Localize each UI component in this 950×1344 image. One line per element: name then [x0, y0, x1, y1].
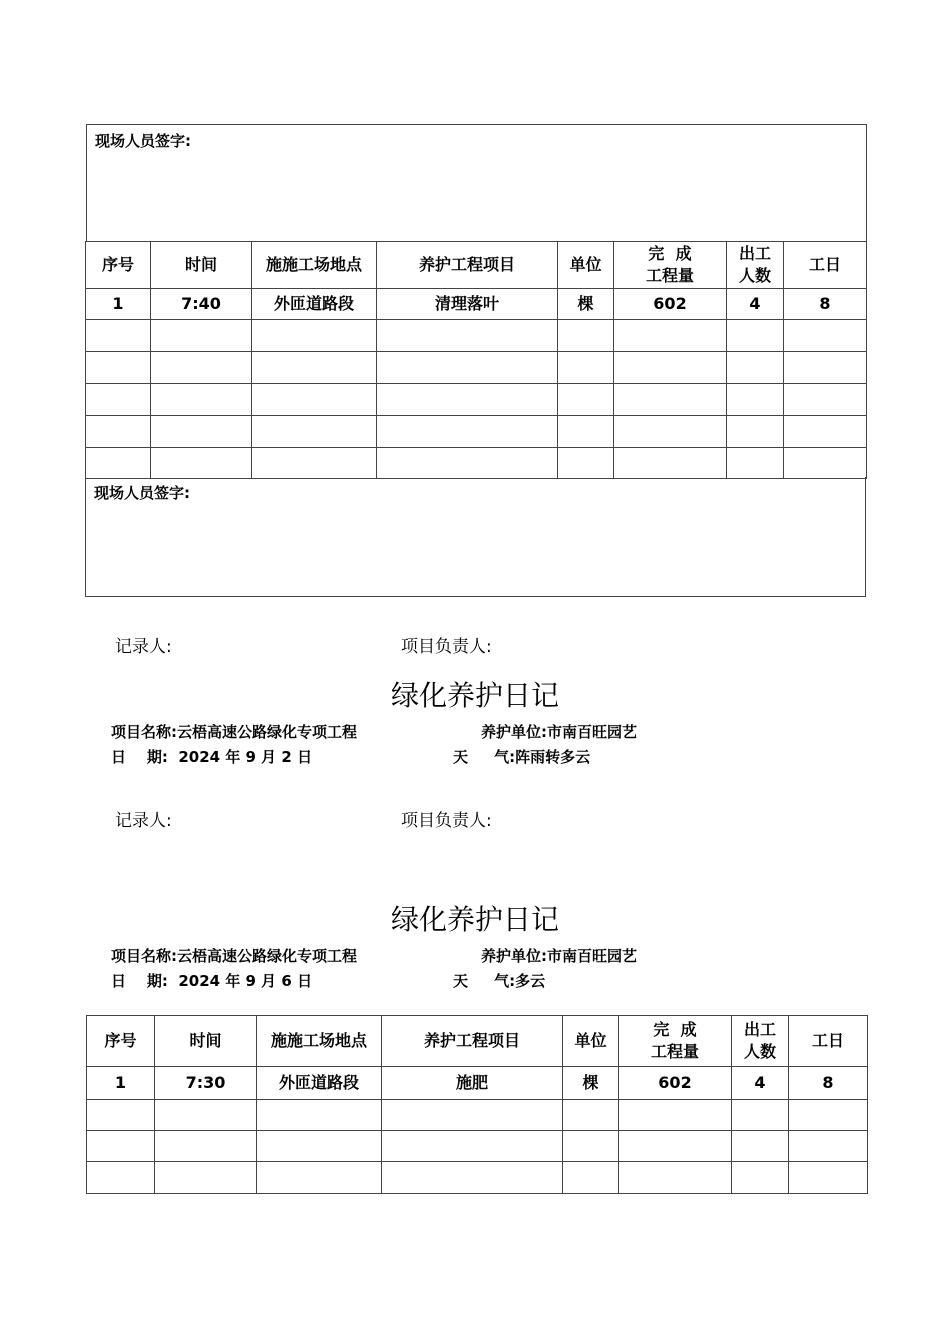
table-cell — [155, 1100, 257, 1131]
table-cell — [784, 320, 867, 352]
table-cell — [151, 448, 252, 479]
table-cell: 8 — [789, 1067, 868, 1100]
header-cell: 工日 — [784, 242, 867, 289]
table-cell: 清理落叶 — [377, 289, 558, 320]
project-leader-label: 项目负责人: — [401, 637, 492, 657]
table-cell: 4 — [727, 289, 784, 320]
diary-title: 绿化养护日记 — [390, 903, 559, 936]
table-cell — [727, 384, 784, 416]
diary-date: 日 期: 2024 年 9 月 2 日 — [111, 748, 313, 766]
header-cell: 出工 人数 — [727, 242, 784, 289]
table-row — [86, 289, 867, 320]
header-cell: 单位 — [558, 242, 614, 289]
table-cell — [558, 352, 614, 384]
header-cell: 完 成 工程量 — [614, 242, 727, 289]
table-cell — [257, 1131, 382, 1162]
table-cell — [377, 352, 558, 384]
signature-box-top — [86, 124, 867, 242]
table-cell — [86, 448, 151, 479]
table-cell: 7:40 — [151, 289, 252, 320]
table-cell — [558, 384, 614, 416]
project-name: 项目名称:云梧高速公路绿化专项工程 — [111, 947, 358, 965]
table-cell — [377, 320, 558, 352]
table-cell — [614, 448, 727, 479]
table-row — [86, 352, 867, 384]
table-cell — [784, 352, 867, 384]
table-row — [86, 320, 867, 352]
header-cell: 时间 — [155, 1016, 257, 1067]
table-cell — [789, 1100, 868, 1131]
table-cell — [87, 1162, 155, 1194]
table-row — [87, 1067, 868, 1100]
table-cell — [558, 416, 614, 448]
recorder-label: 记录人: — [115, 637, 172, 657]
table-cell: 602 — [614, 289, 727, 320]
table-cell — [614, 416, 727, 448]
table-cell — [87, 1100, 155, 1131]
table-cell — [619, 1162, 732, 1194]
header-cell: 时间 — [151, 242, 252, 289]
table-cell — [252, 384, 377, 416]
table-cell — [257, 1100, 382, 1131]
header-cell: 完 成 工程量 — [619, 1016, 732, 1067]
header-cell: 序号 — [86, 242, 151, 289]
recorder-label: 记录人: — [115, 811, 172, 831]
table-row — [86, 448, 867, 479]
project-name: 项目名称:云梧高速公路绿化专项工程 — [111, 723, 358, 741]
table-cell: 棵 — [558, 289, 614, 320]
table-header-row — [86, 242, 867, 289]
table-cell — [382, 1162, 563, 1194]
table-cell — [619, 1131, 732, 1162]
signature-label-top: 现场人员签字: — [95, 132, 191, 150]
table-cell — [614, 320, 727, 352]
table-cell — [563, 1162, 619, 1194]
table-cell: 外匝道路段 — [257, 1067, 382, 1100]
table-cell — [563, 1131, 619, 1162]
table-cell — [252, 352, 377, 384]
header-cell: 工日 — [789, 1016, 868, 1067]
maintenance-unit: 养护单位:市南百旺园艺 — [481, 947, 637, 965]
table-cell — [563, 1100, 619, 1131]
diary-weather: 天 气:阵雨转多云 — [453, 748, 591, 766]
table-row — [87, 1100, 868, 1131]
table-cell — [727, 352, 784, 384]
diary-title: 绿化养护日记 — [390, 679, 559, 712]
project-leader-label: 项目负责人: — [401, 811, 492, 831]
table-cell — [86, 384, 151, 416]
table-cell — [784, 448, 867, 479]
table-cell — [155, 1131, 257, 1162]
table-cell — [252, 416, 377, 448]
table-row — [86, 384, 867, 416]
table-row — [86, 416, 867, 448]
table-cell — [382, 1131, 563, 1162]
table-cell: 施肥 — [382, 1067, 563, 1100]
table-cell: 7:30 — [155, 1067, 257, 1100]
header-cell: 出工 人数 — [732, 1016, 789, 1067]
table-cell — [377, 416, 558, 448]
header-cell: 单位 — [563, 1016, 619, 1067]
table-row — [87, 1131, 868, 1162]
diary-date: 日 期: 2024 年 9 月 6 日 — [111, 972, 313, 990]
table-cell — [377, 384, 558, 416]
table-cell — [87, 1131, 155, 1162]
table-cell — [619, 1100, 732, 1131]
table-cell: 棵 — [563, 1067, 619, 1100]
table-cell — [86, 416, 151, 448]
table-cell — [727, 448, 784, 479]
table-cell — [614, 352, 727, 384]
table-row — [87, 1162, 868, 1194]
header-cell: 养护工程项目 — [382, 1016, 563, 1067]
table-cell — [784, 416, 867, 448]
table-cell — [151, 416, 252, 448]
header-cell: 养护工程项目 — [377, 242, 558, 289]
table-cell — [732, 1131, 789, 1162]
maintenance-unit: 养护单位:市南百旺园艺 — [481, 723, 637, 741]
table-cell — [257, 1162, 382, 1194]
table-cell — [784, 384, 867, 416]
table-cell — [86, 352, 151, 384]
table-cell — [614, 384, 727, 416]
signature-box-bottom — [85, 477, 866, 597]
table-header-row — [87, 1016, 868, 1067]
table-cell: 外匝道路段 — [252, 289, 377, 320]
table-cell — [558, 320, 614, 352]
table-cell — [155, 1162, 257, 1194]
header-cell: 序号 — [87, 1016, 155, 1067]
table-cell: 1 — [87, 1067, 155, 1100]
table-cell — [377, 448, 558, 479]
table-cell — [382, 1100, 563, 1131]
header-cell: 施施工场地点 — [257, 1016, 382, 1067]
table-cell: 602 — [619, 1067, 732, 1100]
table-cell — [151, 384, 252, 416]
table-cell — [151, 352, 252, 384]
table-cell — [789, 1162, 868, 1194]
table-cell — [732, 1100, 789, 1131]
table-cell — [252, 320, 377, 352]
table-cell — [151, 320, 252, 352]
diary-weather: 天 气:多云 — [453, 972, 546, 990]
table-cell: 8 — [784, 289, 867, 320]
table-cell — [252, 448, 377, 479]
table-cell — [727, 320, 784, 352]
maintenance-table-1 — [85, 241, 867, 479]
table-cell — [86, 320, 151, 352]
header-cell: 施施工场地点 — [252, 242, 377, 289]
table-cell: 4 — [732, 1067, 789, 1100]
table-cell — [558, 448, 614, 479]
signature-label-bottom: 现场人员签字: — [94, 484, 190, 502]
table-cell — [732, 1162, 789, 1194]
table-cell — [789, 1131, 868, 1162]
maintenance-table-2 — [86, 1015, 868, 1194]
table-cell — [727, 416, 784, 448]
table-cell: 1 — [86, 289, 151, 320]
